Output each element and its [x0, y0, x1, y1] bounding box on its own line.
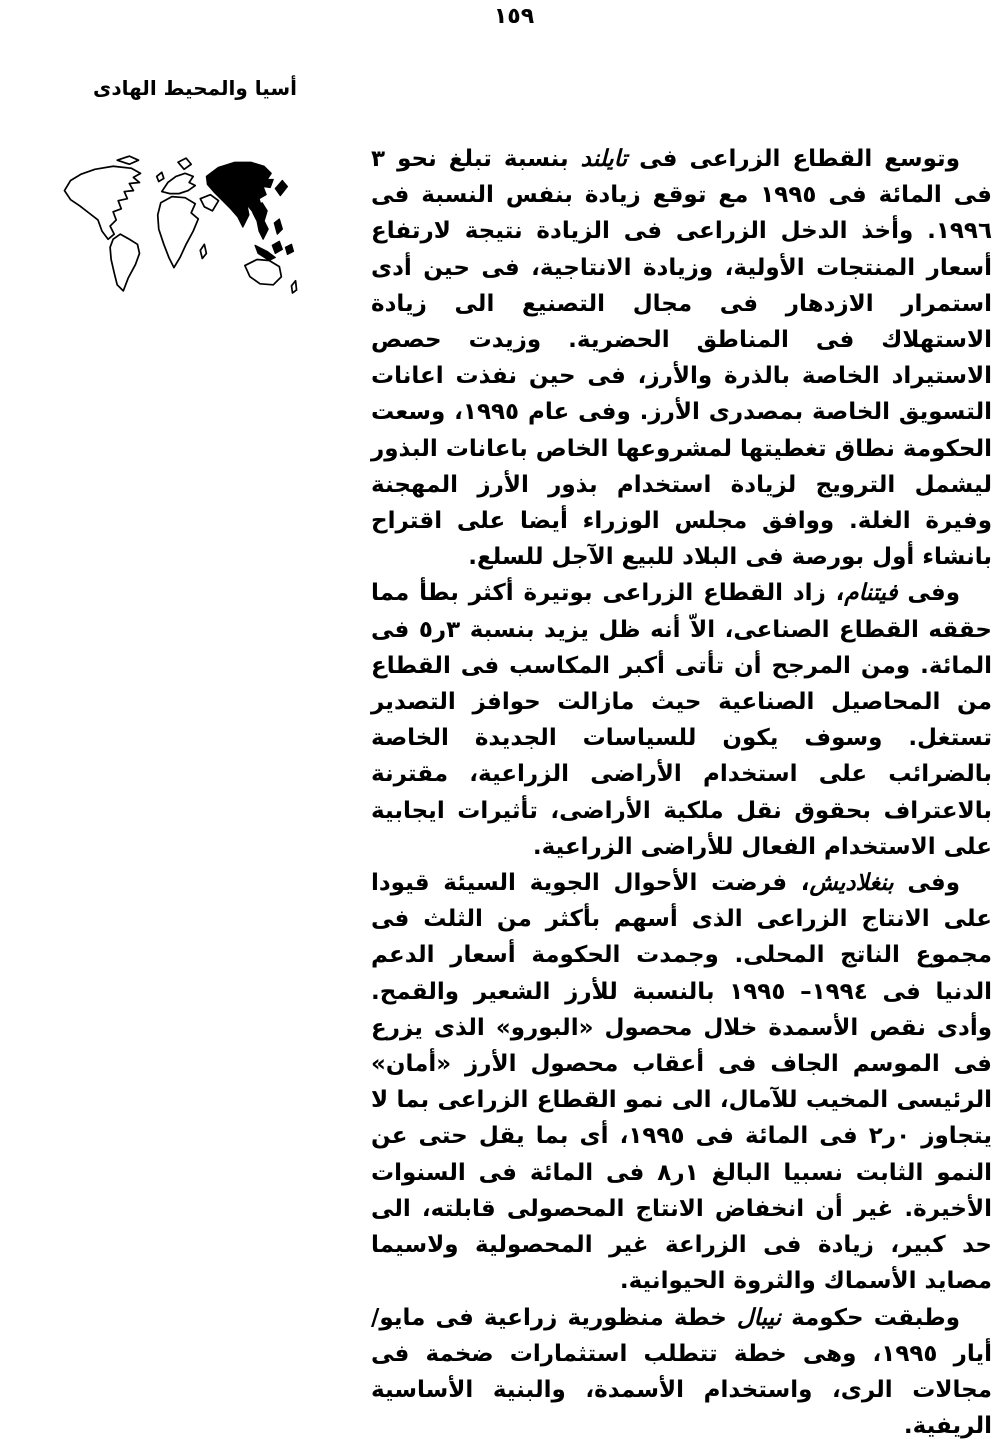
country-name: تايلند	[581, 146, 627, 172]
paragraph-thailand	[371, 141, 992, 575]
country-name: بنغلاديش	[810, 870, 894, 896]
paragraph-nepal	[371, 1300, 992, 1444]
article-body	[371, 141, 992, 1444]
country-name: نيبال	[737, 1305, 781, 1331]
paragraph-text: وفى	[894, 870, 960, 896]
page-number: ١٥٩	[0, 4, 1000, 29]
paragraph-text: ، زاد القطاع الزراعى بوتيرة أكثر بطأ مما حققه القطاع الصناعى، الاّ أنه ظل يزيد بنسبة ٣ر٥ فى المائة. ومن المرجح أن تأتى أكبر المكاسب فى القطاع من المحاصيل الصناعية حيث مازالت حوافز التصدير تستغل. وسوف يكون للسياسات الجديدة الخاصة بالضرائب على استخدام الأراضى الزراعية، مقترنة بالاعتراف بحقوق نقل ملكية الأراضى، تأثيرات ايجابية على الاستخدام الفعال للأراضى الزراعية.	[371, 580, 992, 859]
world-map-figure	[56, 146, 300, 298]
paragraph-text: ، فرضت الأحوال الجوية السيئة قيودا على الانتاج الزراعى الذى أسهم بأكثر من الثلث فى مجموع الناتج المحلى. وجمدت الحكومة أسعار الدعم الدنيا فى ١٩٩٤– ١٩٩٥ بالنسبة للأرز الشعير والقمح. وأدى نقص الأسمدة خلال محصول «البورو» الذى يزرع فى الموسم الجاف فى أعقاب محصول الأرز «أمان» الرئيسى المخيب للآمال، الى نمو القطاع الزراعى بما لا يتجاوز ٠ر٢ فى المائة فى ١٩٩٥، أى بما يقل حتى عن النمو الثابت نسبيا البالغ ١ر٨ فى المائة فى السنوات الأخيرة. غير أن انخفاض الانتاج المحصولى قابلته، الى حد كبير، زيادة فى الزراعة غير المحصولية ولاسيما مصايد الأسماك والثروة الحيوانية.	[371, 870, 992, 1294]
paragraph-text: وفى	[898, 580, 961, 606]
paragraph-text: وتوسع القطاع الزراعى فى	[627, 146, 960, 172]
paragraph-text: خطة منظورية زراعية فى مايو/ أيار ١٩٩٥، وهى خطة تتطلب استثمارات ضخمة فى مجالات الرى، واستخدام الأسمدة، والبنية الأساسية الريفية.	[371, 1305, 992, 1440]
world-map-image	[56, 146, 300, 298]
paragraph-text: بنسبة تبلغ نحو ٣ فى المائة فى ١٩٩٥ مع توقع زيادة بنفس النسبة فى ١٩٩٦. وأخذ الدخل الزراعى فى الزيادة نتيجة لارتفاع أسعار المنتجات الأولية، وزيادة الانتاجية، فى حين أدى استمرار الازدهار فى مجال التصنيع الى زيادة الاستهلاك فى المناطق الحضرية. وزيدت حصص الاستيراد الخاصة بالذرة والأرز، فى حين نفذت اعانات التسويق الخاصة بمصدرى الأرز. وفى عام ١٩٩٥، وسعت الحكومة نطاق تغطيتها لمشروعها الخاص باعانات البذور ليشمل الترويج لزيادة استخدام بذور الأرز المهجنة وفيرة الغلة. ووافق مجلس الوزراء أيضا على اقتراح بانشاء أول بورصة فى البلاد للبيع الآجل للسلع.	[371, 146, 992, 570]
paragraph-vietnam	[371, 575, 992, 865]
paragraph-text: وطبقت حكومة	[781, 1305, 960, 1331]
paragraph-bangladesh	[371, 865, 992, 1299]
country-name: فيتنام	[844, 580, 897, 606]
section-header: أسيا والمحيط الهادى	[93, 76, 297, 100]
